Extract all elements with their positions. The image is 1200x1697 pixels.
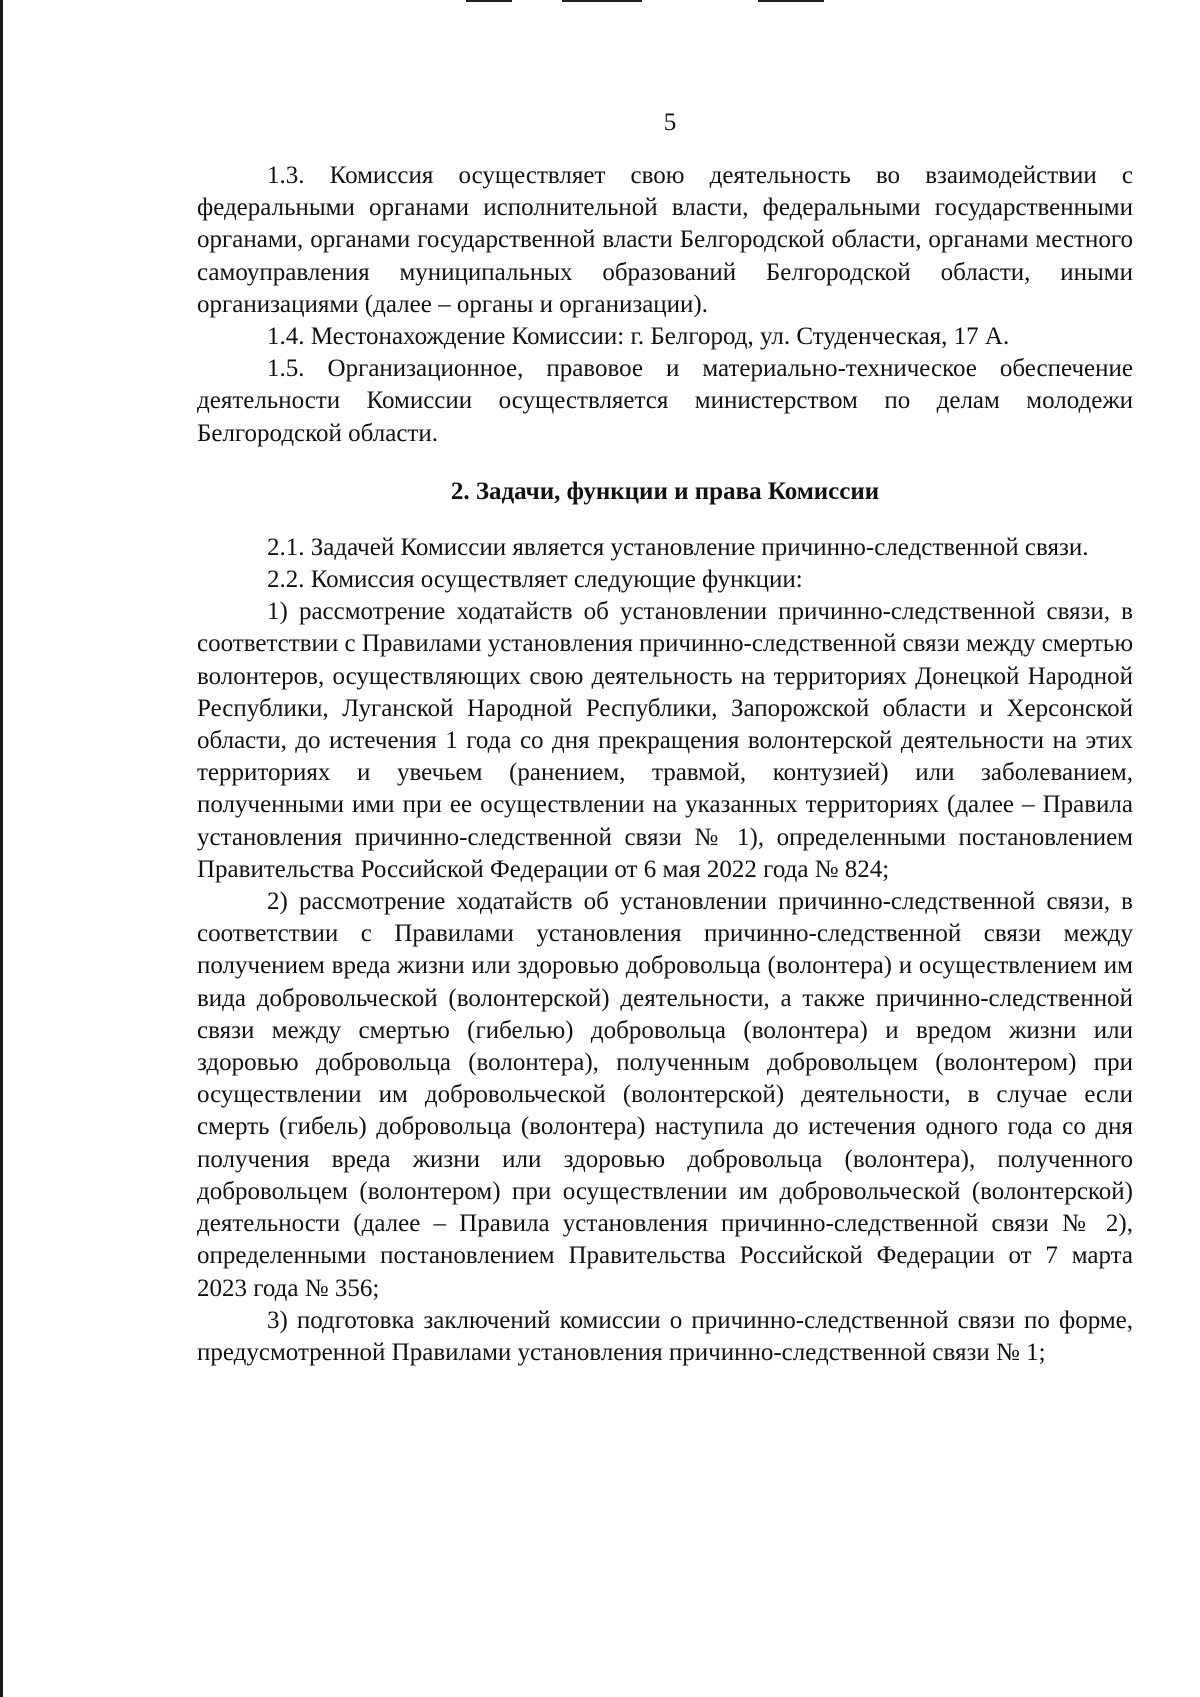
scan-left-edge [0,0,3,1697]
section-heading: 2. Задачи, функции и права Комиссии [450,477,880,505]
page-number: 5 [663,109,677,136]
list-item-1: 1) рассмотрение ходатайств об установлении причинно-следственной связи, в соответствии с Правилами установления причинно-следственной связи между смертью волонтеров, осуществляющих свою деятельность на территориях Донецкой Народной Республики, Луганской Народной Республики, Запорожской области и Херсонской области, до истечения 1 года со дня прекращения волонтерской деятельности на этих территориях и увечьем (ранением, травмой, контузией) или заболеванием, полученными ими при ее осуществлении на указанных территориях (далее – Правила установления причинно-следственной связи № 1), определенными постановлением Правительства Российской Федерации от 6 мая 2022 года № 824; [197,598,1133,883]
list-item-2: 2) рассмотрение ходатайств об установлении причинно-следственной связи, в соответствии с Правилами установления причинно-следственной связи между получением вреда жизни или здоровью добровольца (волонтера) и осуществлением им вида добровольческой (волонтерской) деятельности, а также причинно-следственной связи между смертью (гибелью) добровольца (волонтера) и вредом жизни или здоровью добровольца (волонтера), полученным добровольцем (волонтером) при осуществлении им добровольческой (волонтерской) деятельности, в случае если смерть (гибель) добровольца (волонтера) наступила до истечения одного года со дня получения вреда жизни или здоровью добровольца (волонтера), полученного добровольцем (волонтером) при осуществлении им добровольческой (волонтерской) деятельности (далее – Правила установления причинно-следственной связи № 2), определенными постановлением Правительства Российской Федерации от 7 марта 2023 года № 356; [197,888,1133,1302]
paragraph-2-1: 2.1. Задачей Комиссии является установление причинно-следственной связи. [267,533,1089,561]
paragraph-1-4: 1.4. Местонахождение Комиссии: г. Белгород, ул. Студенческая, 17 А. [267,323,1010,351]
scan-top-mark [758,0,824,2]
paragraph-1-3: 1.3. Комиссия осуществляет свою деятельность во взаимодействии с федеральными органами исполнительной власти, федеральными государственными органами, органами государственной власти Белгородской области, органами местного самоуправления муниципальных образований Белгородской области, иными организациями (далее – органы и организации). [197,162,1133,318]
scan-top-mark [562,0,642,2]
paragraph-2-2: 2.2. Комиссия осуществляет следующие функции: [267,566,803,594]
list-item-3: 3) подготовка заключений комиссии о причинно-следственной связи по форме, предусмотренной Правилами установления причинно-следственной связи № 1; [197,1306,1133,1366]
scan-top-mark [466,0,512,2]
paragraph-1-5: 1.5. Организационное, правовое и материально-техническое обеспечение деятельности Комиссии осуществляется министерством по делам молодежи Белгородской области. [197,355,1133,447]
document-body [197,160,1133,1369]
